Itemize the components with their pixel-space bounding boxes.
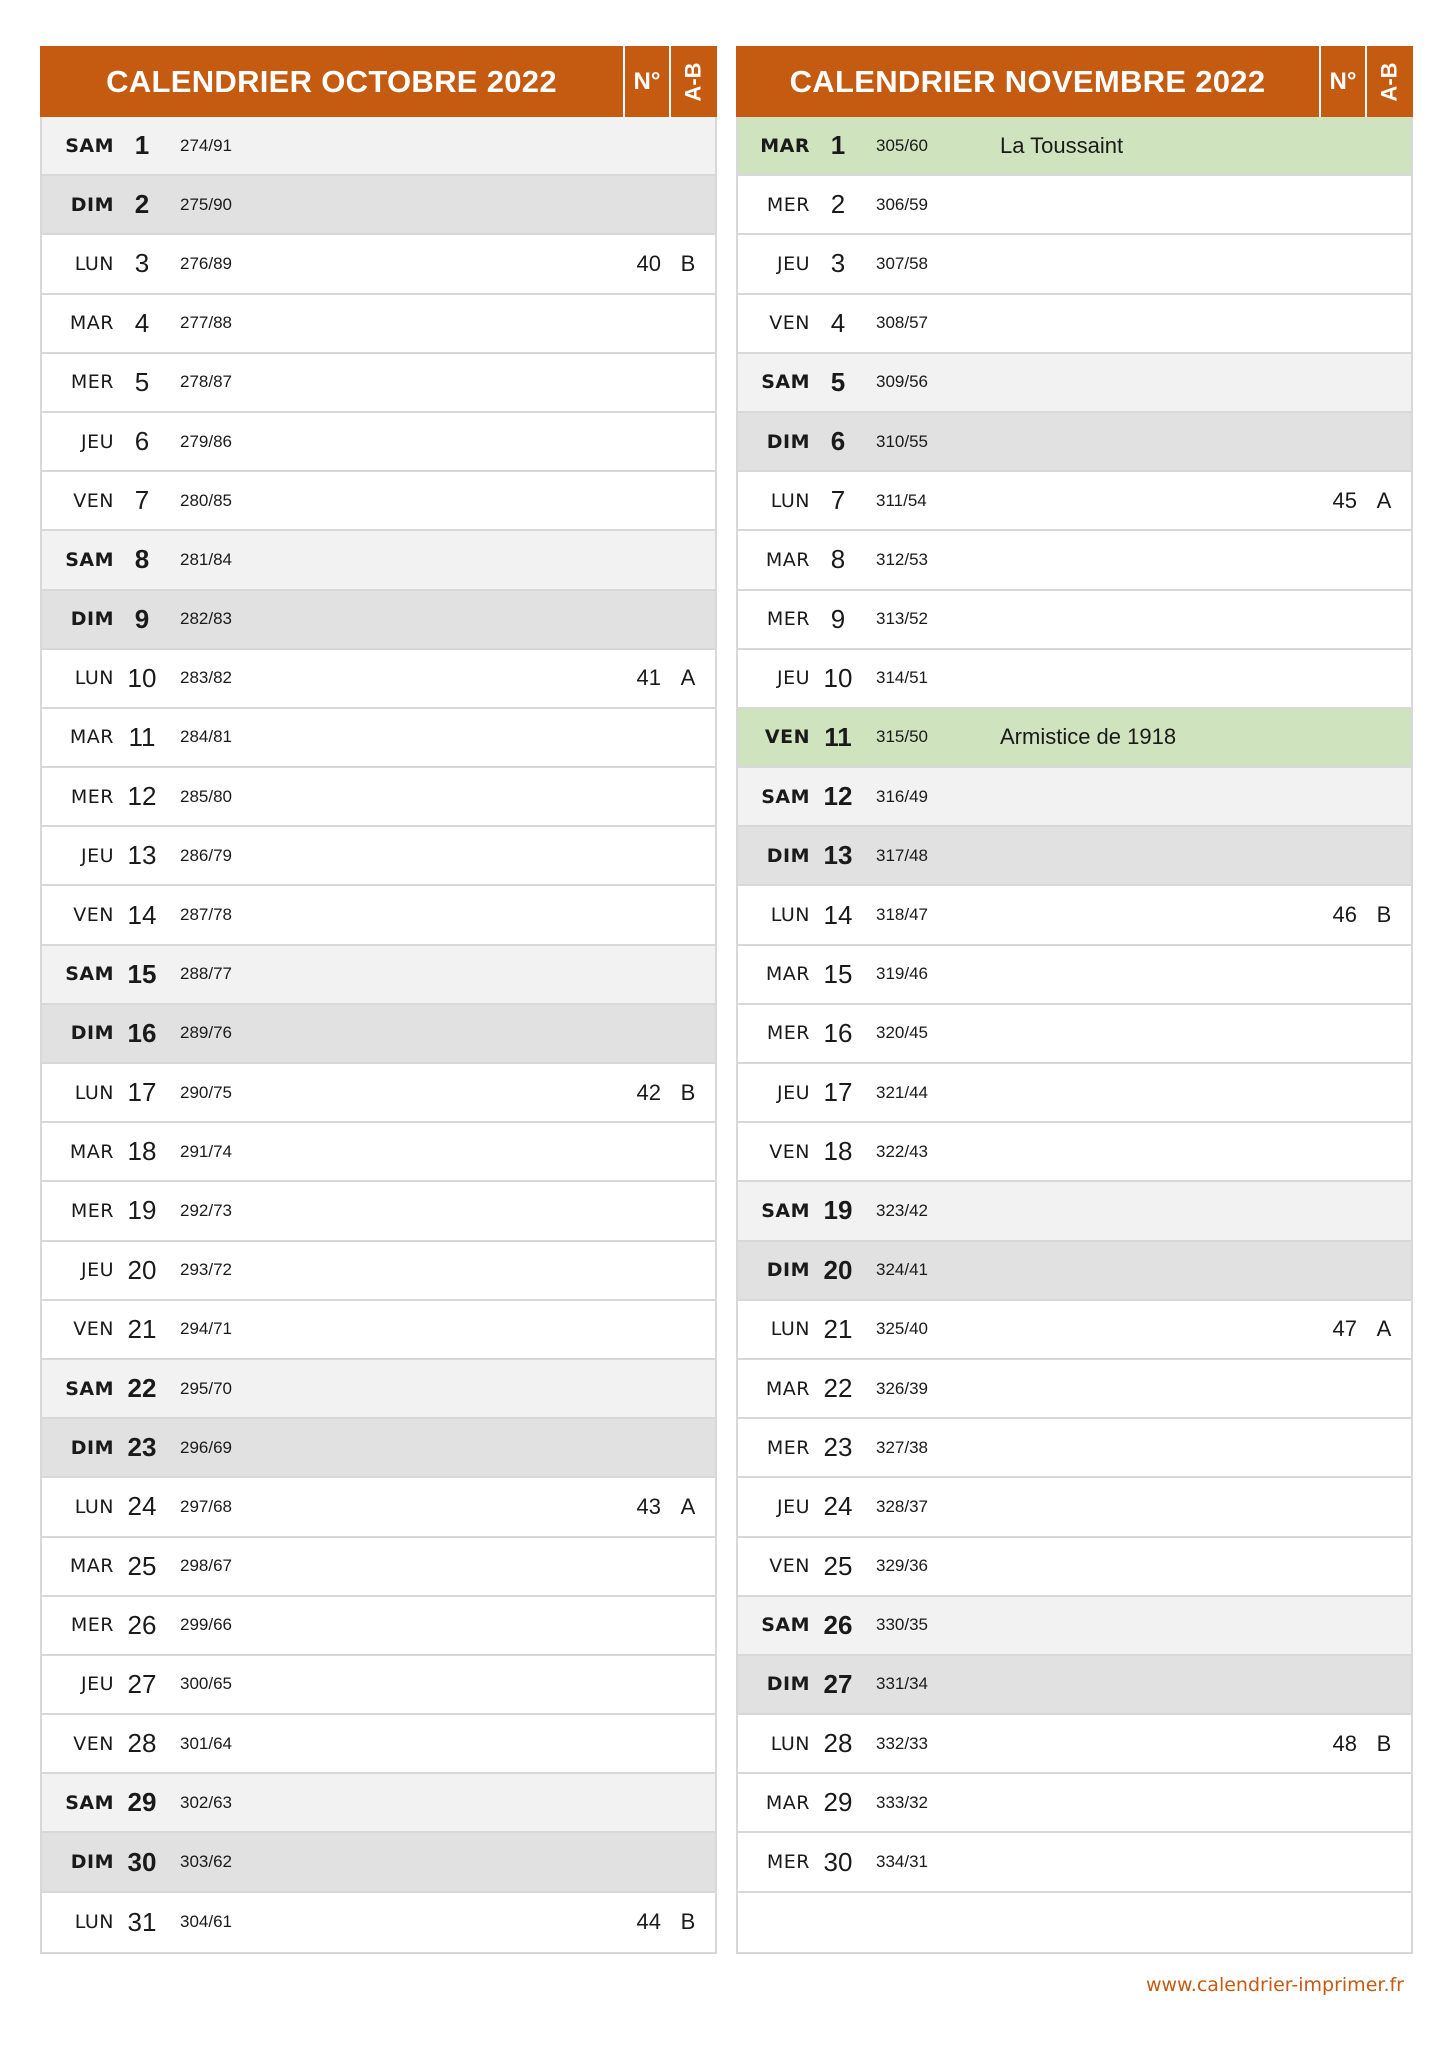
- day-number: 19: [823, 1195, 853, 1226]
- day-of-week: MAR: [765, 963, 810, 986]
- day-row: [738, 1064, 1411, 1123]
- day-of-week: LUN: [74, 667, 114, 690]
- week-number: 41: [636, 665, 661, 691]
- day-number: 8: [134, 544, 150, 575]
- day-of-year: 330/35: [876, 1615, 928, 1635]
- day-number: 27: [127, 1668, 157, 1699]
- day-row: [42, 1005, 715, 1064]
- day-row: [42, 1833, 715, 1892]
- day-number: 23: [127, 1432, 157, 1463]
- day-of-week: MAR: [765, 1377, 810, 1400]
- day-number: 25: [127, 1550, 157, 1581]
- day-of-week: SAM: [65, 963, 114, 986]
- week-number: 47: [1332, 1316, 1357, 1342]
- day-number: 26: [823, 1609, 853, 1640]
- day-row: [42, 354, 715, 413]
- day-row: [42, 1301, 715, 1360]
- day-row: [42, 1597, 715, 1656]
- day-row: [42, 591, 715, 650]
- week-number: 40: [636, 250, 661, 276]
- day-of-year: 301/64: [180, 1733, 232, 1753]
- week-number: 44: [636, 1909, 661, 1935]
- day-of-year: 321/44: [876, 1082, 928, 1102]
- calendar-header: [736, 46, 1413, 117]
- day-of-year: 312/53: [876, 549, 928, 569]
- day-number: 29: [823, 1787, 853, 1818]
- day-row: [738, 768, 1411, 827]
- day-number: 28: [127, 1728, 157, 1759]
- day-of-week: MER: [70, 371, 114, 394]
- day-number: 6: [830, 426, 846, 457]
- day-of-week: MER: [766, 1851, 810, 1874]
- day-of-week: SAM: [761, 785, 810, 808]
- day-of-week: JEU: [80, 430, 114, 453]
- day-row: [738, 413, 1411, 472]
- day-of-week: DIM: [766, 844, 810, 867]
- ab-column-header-text: A-B: [680, 61, 706, 102]
- day-of-year: 285/80: [180, 786, 232, 806]
- day-row: [42, 176, 715, 235]
- day-row: [42, 946, 715, 1005]
- day-row: [42, 1893, 715, 1952]
- day-of-week: DIM: [766, 430, 810, 453]
- day-row: [738, 354, 1411, 413]
- day-of-week: VEN: [769, 1555, 810, 1578]
- day-of-week: MAR: [765, 1791, 810, 1814]
- day-number: 12: [823, 781, 853, 812]
- day-of-year: 306/59: [876, 194, 928, 214]
- day-of-year: 304/61: [180, 1912, 232, 1932]
- day-of-year: 288/77: [180, 964, 232, 984]
- calendar-title: CALENDRIER OCTOBRE 2022: [106, 63, 557, 99]
- day-of-week: DIM: [766, 1673, 810, 1696]
- day-row: [738, 827, 1411, 886]
- day-number: 3: [134, 248, 150, 279]
- day-number: 18: [127, 1136, 157, 1167]
- day-row: [42, 1656, 715, 1715]
- week-number: 42: [636, 1079, 661, 1105]
- day-of-week: LUN: [770, 904, 810, 927]
- website-link[interactable]: www.calendrier-imprimer.fr: [1145, 1974, 1404, 1996]
- day-row: [738, 1774, 1411, 1833]
- day-of-year: 314/51: [876, 668, 928, 688]
- day-row: [42, 1182, 715, 1241]
- day-row: [738, 1478, 1411, 1537]
- day-of-year: 322/43: [876, 1141, 928, 1161]
- day-number: 8: [830, 544, 846, 575]
- day-row: [738, 1242, 1411, 1301]
- day-of-week: SAM: [65, 134, 114, 157]
- day-row: [738, 1419, 1411, 1478]
- day-of-year: 327/38: [876, 1437, 928, 1457]
- ab-week: B: [680, 1909, 696, 1935]
- day-row: [42, 235, 715, 294]
- ab-week: B: [680, 250, 696, 276]
- day-of-week: LUN: [74, 1081, 114, 1104]
- day-row: [738, 472, 1411, 531]
- day-number: 17: [823, 1077, 853, 1108]
- day-of-week: VEN: [73, 489, 114, 512]
- ab-week: A: [680, 665, 696, 691]
- day-of-year: 286/79: [180, 845, 232, 865]
- day-of-year: 275/90: [180, 194, 232, 214]
- calendar-october: [40, 46, 717, 1954]
- day-of-year: 305/60: [876, 135, 928, 155]
- day-of-year: 315/50: [876, 727, 928, 747]
- day-of-week: VEN: [769, 1140, 810, 1163]
- day-of-year: 279/86: [180, 431, 232, 451]
- day-number: 2: [134, 189, 150, 220]
- day-row: [42, 768, 715, 827]
- empty-row: [738, 1893, 1411, 1952]
- day-event: La Toussaint: [1000, 132, 1124, 158]
- day-row: [42, 1715, 715, 1774]
- day-of-year: 281/84: [180, 549, 232, 569]
- day-of-week: LUN: [770, 1732, 810, 1755]
- day-of-week: LUN: [74, 252, 114, 275]
- day-row: [42, 413, 715, 472]
- day-row: [738, 1833, 1411, 1892]
- calendar-november: [736, 46, 1413, 1954]
- day-of-year: 295/70: [180, 1378, 232, 1398]
- day-of-year: 329/36: [876, 1556, 928, 1576]
- day-of-year: 316/49: [876, 786, 928, 806]
- day-number: 27: [823, 1668, 853, 1699]
- day-of-year: 308/57: [876, 313, 928, 333]
- day-of-year: 324/41: [876, 1260, 928, 1280]
- calendar-title: CALENDRIER NOVEMBRE 2022: [789, 63, 1266, 99]
- day-number: 24: [127, 1491, 157, 1522]
- day-number: 7: [830, 485, 846, 516]
- day-of-week: MAR: [69, 1555, 114, 1578]
- day-of-year: 291/74: [180, 1141, 232, 1161]
- day-number: 22: [127, 1373, 157, 1404]
- day-of-year: 318/47: [876, 905, 928, 925]
- day-rows: [738, 117, 1411, 1952]
- day-of-week: MAR: [760, 134, 810, 157]
- day-of-year: 334/31: [876, 1852, 928, 1872]
- day-number: 9: [830, 603, 846, 634]
- day-number: 18: [823, 1136, 853, 1167]
- day-of-week: VEN: [764, 726, 810, 749]
- day-row: [42, 886, 715, 945]
- day-row: [738, 531, 1411, 590]
- day-of-year: 292/73: [180, 1200, 232, 1220]
- day-row: [738, 650, 1411, 709]
- day-of-year: 302/63: [180, 1792, 232, 1812]
- day-of-year: 284/81: [180, 727, 232, 747]
- day-of-year: 309/56: [876, 372, 928, 392]
- day-row: [738, 117, 1411, 176]
- day-row: [738, 1005, 1411, 1064]
- day-row: [42, 709, 715, 768]
- day-number: 3: [830, 248, 846, 279]
- day-row: [738, 1656, 1411, 1715]
- day-of-week: MAR: [69, 312, 114, 335]
- day-number: 21: [823, 1313, 853, 1344]
- day-of-week: JEU: [776, 667, 810, 690]
- day-row: [42, 1538, 715, 1597]
- day-of-week: DIM: [70, 608, 114, 631]
- day-of-year: 278/87: [180, 372, 232, 392]
- day-of-week: LUN: [74, 1911, 114, 1934]
- day-of-year: 274/91: [180, 135, 232, 155]
- day-row: [42, 1419, 715, 1478]
- day-of-week: DIM: [70, 193, 114, 216]
- day-row: [42, 1123, 715, 1182]
- day-number: 23: [823, 1432, 853, 1463]
- week-number: 48: [1332, 1730, 1357, 1756]
- day-row: [42, 1774, 715, 1833]
- day-of-week: SAM: [65, 1377, 114, 1400]
- week-number: 45: [1332, 487, 1357, 513]
- day-of-week: JEU: [776, 252, 810, 275]
- day-of-week: LUN: [770, 1318, 810, 1341]
- day-number: 5: [830, 366, 846, 397]
- day-number: 14: [127, 899, 157, 930]
- ab-week: B: [680, 1079, 696, 1105]
- day-row: [738, 591, 1411, 650]
- day-number: 16: [823, 1017, 853, 1048]
- day-number: 20: [823, 1254, 853, 1285]
- day-of-week: SAM: [761, 371, 810, 394]
- day-of-year: 294/71: [180, 1319, 232, 1339]
- day-row: [42, 1360, 715, 1419]
- day-of-year: 313/52: [876, 609, 928, 629]
- day-of-week: MER: [766, 1436, 810, 1459]
- day-number: 31: [127, 1906, 157, 1937]
- day-of-year: 332/33: [876, 1733, 928, 1753]
- day-of-week: LUN: [770, 489, 810, 512]
- week-number-column-header: N°: [1319, 46, 1365, 117]
- day-of-year: 282/83: [180, 609, 232, 629]
- day-of-year: 326/39: [876, 1378, 928, 1398]
- ab-column-header: [1365, 46, 1413, 117]
- ab-week: A: [680, 1493, 696, 1519]
- day-row: [738, 1360, 1411, 1419]
- day-of-week: MER: [766, 1022, 810, 1045]
- day-number: 9: [134, 603, 150, 634]
- day-of-week: MER: [70, 1614, 114, 1637]
- day-number: 26: [127, 1609, 157, 1640]
- day-of-year: 331/34: [876, 1674, 928, 1694]
- day-number: 30: [127, 1846, 157, 1877]
- day-of-week: MAR: [69, 726, 114, 749]
- day-row: [738, 1301, 1411, 1360]
- day-row: [738, 1182, 1411, 1241]
- day-number: 1: [134, 130, 150, 161]
- day-of-week: DIM: [766, 1259, 810, 1282]
- day-of-year: 317/48: [876, 845, 928, 865]
- day-rows: [42, 117, 715, 1952]
- day-row: [42, 1064, 715, 1123]
- day-row: [738, 1123, 1411, 1182]
- day-number: 20: [127, 1254, 157, 1285]
- week-number-column-header: N°: [623, 46, 669, 117]
- day-of-year: 333/32: [876, 1792, 928, 1812]
- day-event: Armistice de 1918: [1000, 724, 1177, 750]
- day-of-year: 293/72: [180, 1260, 232, 1280]
- day-of-year: 289/76: [180, 1023, 232, 1043]
- day-number: 11: [128, 721, 156, 752]
- ab-column-header-text: A-B: [1376, 61, 1402, 102]
- day-number: 17: [127, 1077, 157, 1108]
- day-of-week: MER: [766, 608, 810, 631]
- day-row: [42, 1242, 715, 1301]
- day-of-week: MER: [766, 193, 810, 216]
- day-row: [738, 709, 1411, 768]
- day-of-year: 320/45: [876, 1023, 928, 1043]
- day-of-week: SAM: [65, 1791, 114, 1814]
- day-of-week: VEN: [73, 904, 114, 927]
- day-of-week: MER: [70, 785, 114, 808]
- day-number: 15: [823, 958, 853, 989]
- day-number: 21: [127, 1313, 157, 1344]
- day-number: 6: [134, 426, 150, 457]
- ab-column-header: [669, 46, 717, 117]
- day-row: [738, 886, 1411, 945]
- day-of-year: 299/66: [180, 1615, 232, 1635]
- day-of-year: 310/55: [876, 431, 928, 451]
- day-of-year: 311/54: [876, 490, 927, 510]
- day-number: 14: [823, 899, 853, 930]
- day-of-year: 280/85: [180, 490, 232, 510]
- day-of-week: JEU: [776, 1495, 810, 1518]
- day-of-year: 307/58: [876, 253, 928, 273]
- day-of-week: VEN: [73, 1318, 114, 1341]
- day-number: 13: [127, 840, 157, 871]
- day-number: 22: [823, 1373, 853, 1404]
- ab-week: B: [1376, 902, 1392, 928]
- day-number: 4: [134, 307, 150, 338]
- day-number: 2: [830, 189, 846, 220]
- day-of-week: DIM: [70, 1022, 114, 1045]
- day-of-week: MAR: [765, 548, 810, 571]
- day-of-week: JEU: [80, 1259, 114, 1282]
- day-of-week: VEN: [73, 1732, 114, 1755]
- day-number: 16: [127, 1017, 157, 1048]
- day-of-year: 297/68: [180, 1496, 232, 1516]
- calendar-header: [40, 46, 717, 117]
- day-number: 10: [823, 662, 853, 693]
- day-number: 30: [823, 1846, 853, 1877]
- day-of-week: JEU: [776, 1081, 810, 1104]
- day-number: 11: [824, 721, 852, 752]
- day-number: 25: [823, 1550, 853, 1581]
- day-of-year: 287/78: [180, 905, 232, 925]
- day-of-week: LUN: [74, 1495, 114, 1518]
- day-of-week: MER: [70, 1199, 114, 1222]
- day-row: [738, 1597, 1411, 1656]
- ab-week: B: [1376, 1730, 1392, 1756]
- day-of-year: 300/65: [180, 1674, 232, 1694]
- day-of-year: 328/37: [876, 1496, 928, 1516]
- day-of-week: SAM: [761, 1614, 810, 1637]
- day-number: 12: [127, 781, 157, 812]
- day-of-year: 303/62: [180, 1852, 232, 1872]
- day-row: [738, 946, 1411, 1005]
- day-number: 15: [127, 958, 157, 989]
- day-of-year: 283/82: [180, 668, 232, 688]
- day-row: [738, 1715, 1411, 1774]
- day-row: [738, 176, 1411, 235]
- day-of-year: 277/88: [180, 313, 232, 333]
- day-row: [738, 1538, 1411, 1597]
- day-number: 19: [127, 1195, 157, 1226]
- day-number: 10: [127, 662, 157, 693]
- day-of-week: SAM: [65, 548, 114, 571]
- day-of-week: MAR: [69, 1140, 114, 1163]
- day-number: 29: [127, 1787, 157, 1818]
- day-of-year: 319/46: [876, 964, 928, 984]
- day-of-week: DIM: [70, 1436, 114, 1459]
- day-number: 5: [134, 366, 150, 397]
- day-of-year: 325/40: [876, 1319, 928, 1339]
- day-number: 4: [830, 307, 846, 338]
- day-of-week: SAM: [761, 1199, 810, 1222]
- day-row: [738, 295, 1411, 354]
- day-row: [42, 650, 715, 709]
- day-of-year: 290/75: [180, 1082, 232, 1102]
- day-row: [42, 827, 715, 886]
- day-row: [42, 531, 715, 590]
- day-number: 7: [134, 485, 150, 516]
- day-row: [42, 117, 715, 176]
- day-row: [42, 472, 715, 531]
- day-of-year: 298/67: [180, 1556, 232, 1576]
- day-of-year: 323/42: [876, 1200, 928, 1220]
- day-of-week: VEN: [769, 312, 810, 335]
- day-of-year: 296/69: [180, 1437, 232, 1457]
- week-number: 46: [1332, 902, 1357, 928]
- day-number: 28: [823, 1728, 853, 1759]
- day-number: 13: [823, 840, 853, 871]
- day-of-week: DIM: [70, 1851, 114, 1874]
- day-of-year: 276/89: [180, 253, 232, 273]
- week-number: 43: [636, 1493, 661, 1519]
- day-of-week: JEU: [80, 844, 114, 867]
- day-row: [42, 295, 715, 354]
- day-row: [738, 235, 1411, 294]
- day-row: [42, 1478, 715, 1537]
- day-number: 1: [830, 130, 846, 161]
- day-number: 24: [823, 1491, 853, 1522]
- ab-week: A: [1376, 487, 1392, 513]
- day-of-week: JEU: [80, 1673, 114, 1696]
- ab-week: A: [1376, 1316, 1392, 1342]
